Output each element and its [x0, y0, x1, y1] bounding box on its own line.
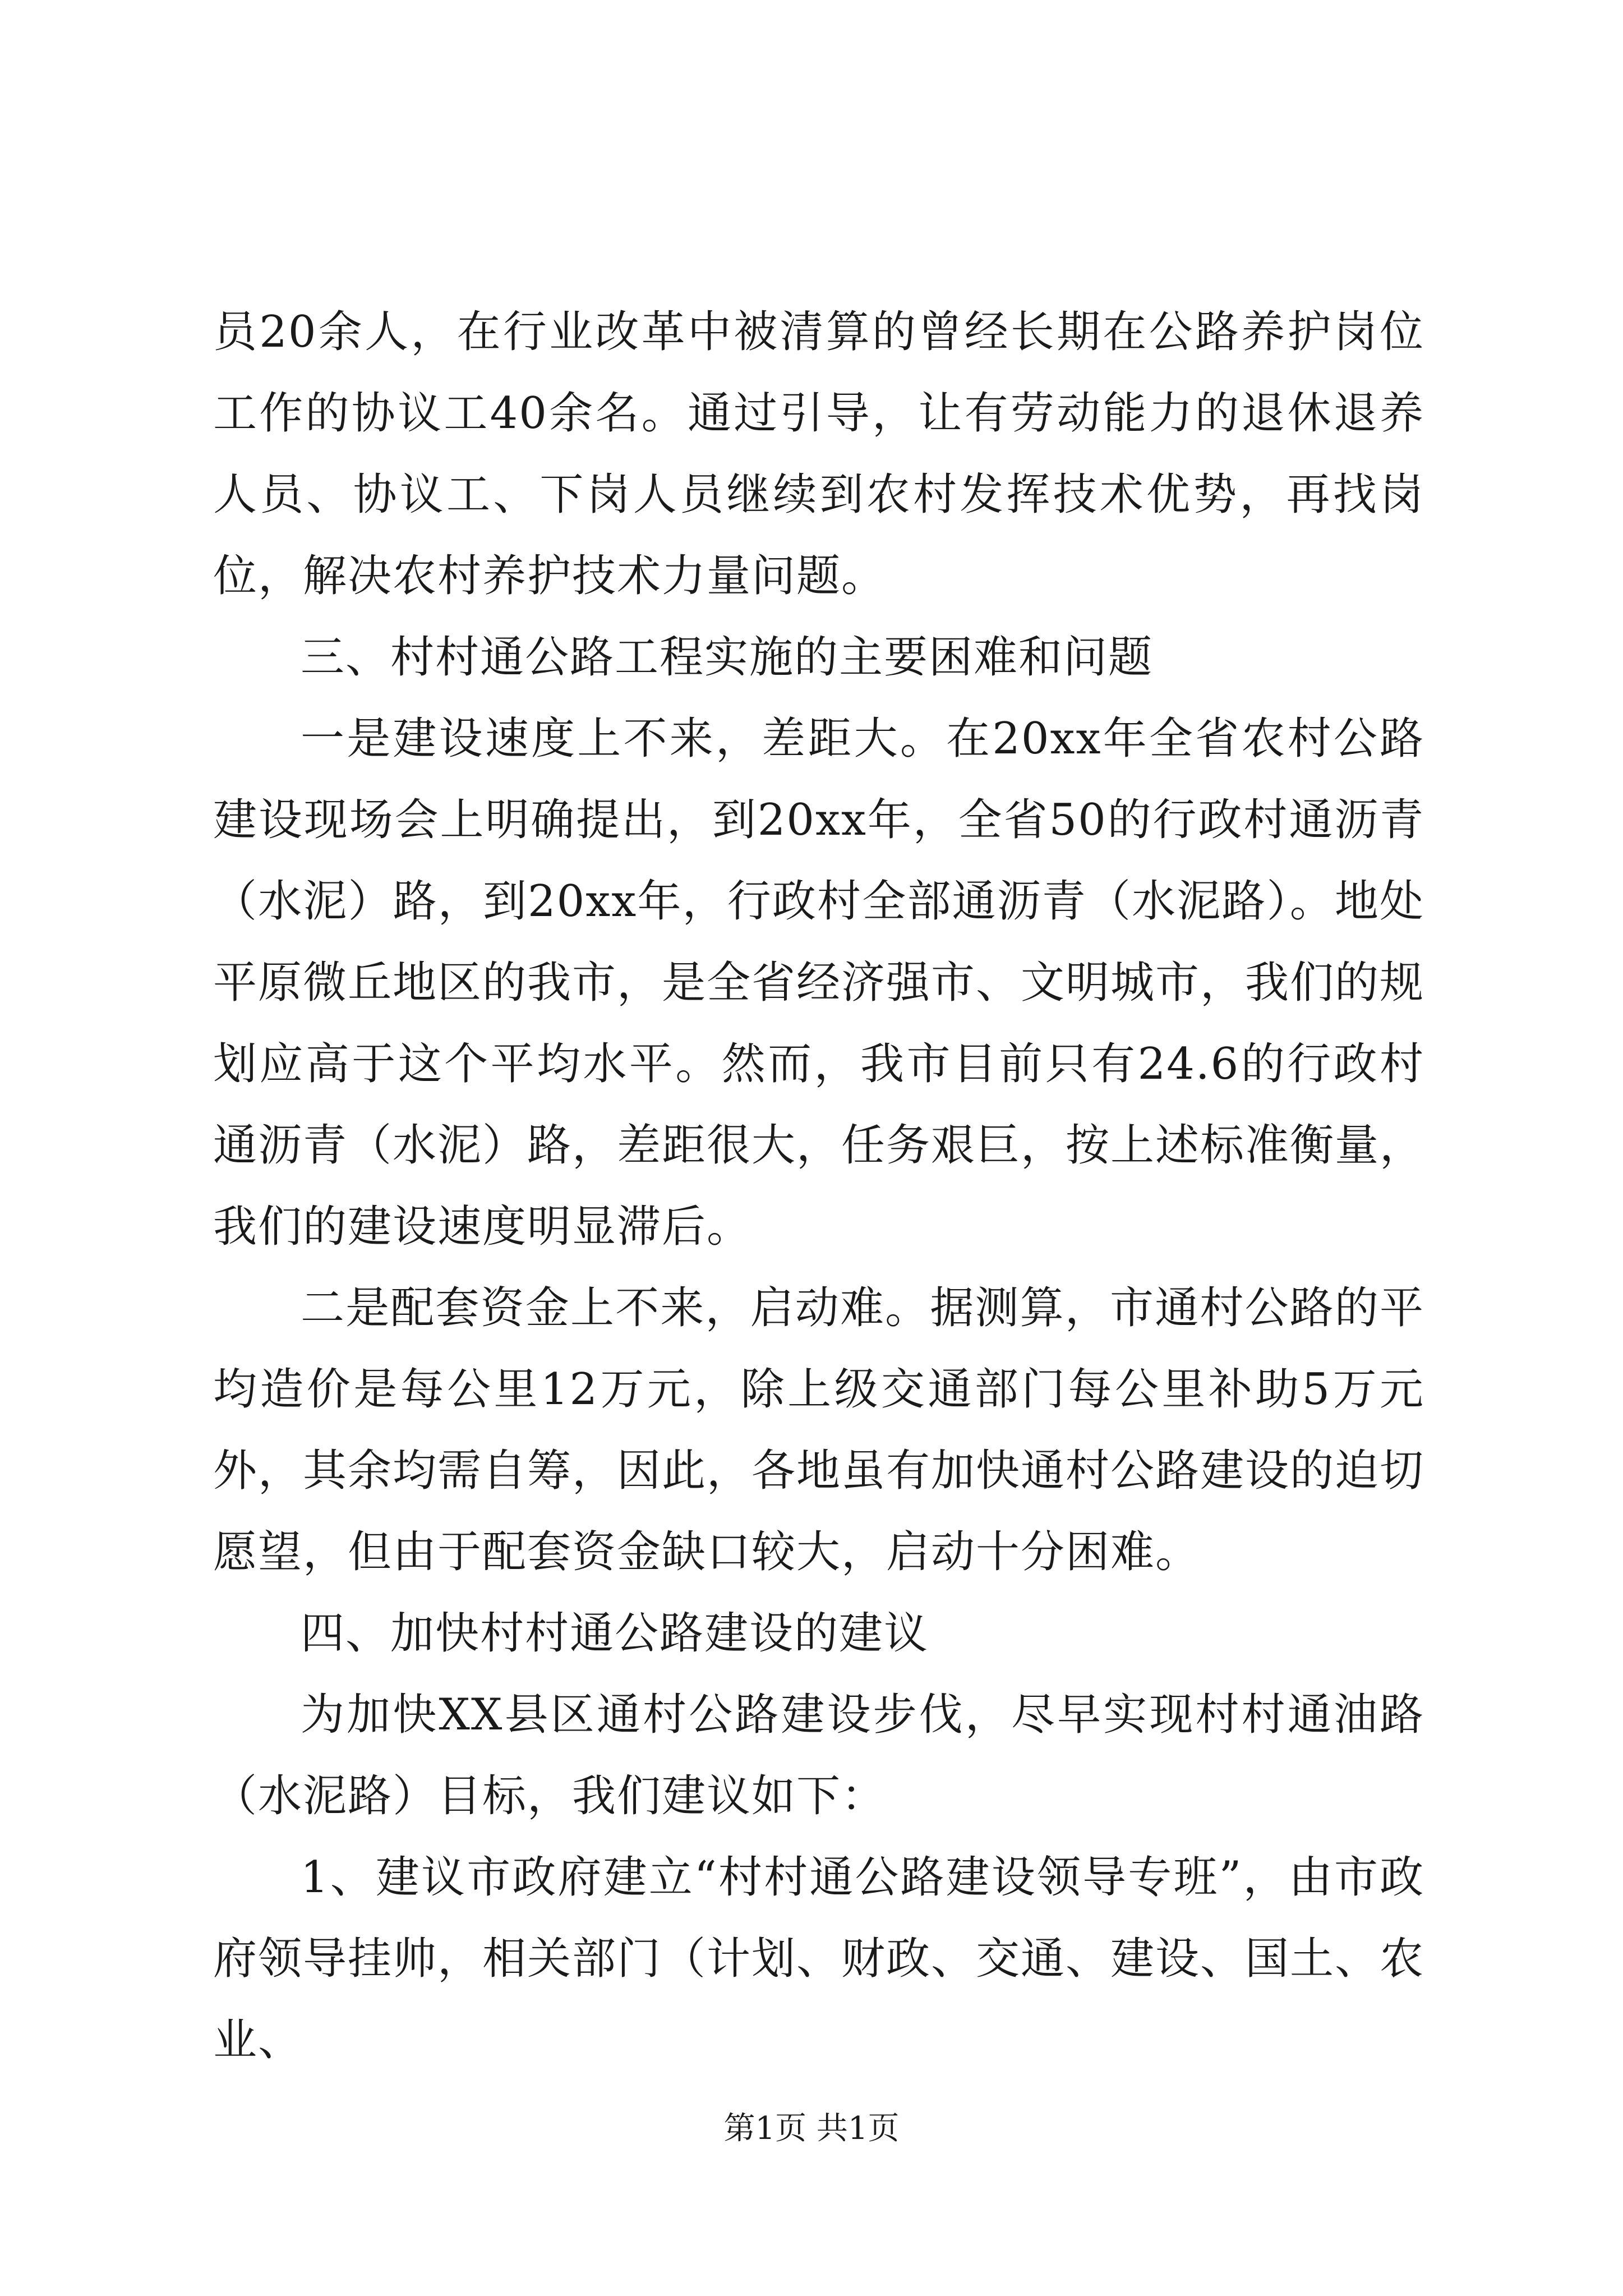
page-footer: 第1页 共1页	[723, 2110, 900, 2147]
paragraph-suggestion-1: 1、建议市政府建立“村村通公路建设领导专班”，由市政府领导挂帅，相关部门（计划、财政、交通、建设、国土、农业、	[213, 1852, 1425, 2065]
section-heading-difficulties: 三、村村通公路工程实施的主要困难和问题	[301, 632, 1154, 683]
section-heading-suggestions: 四、加快村村通公路建设的建议	[301, 1608, 929, 1659]
paragraph-matching-funds: 二是配套资金上不来，启动难。据测算，市通村公路的平均造价是每公里12万元，除上级交通部门每公里补助5万元外，其余均需自筹，因此，各地虽有加快通村公路建设的迫切愿望，但由于配套资金缺口较大，启动十分困难。	[213, 1283, 1425, 1577]
paragraph-continuation: 员20余人，在行业改革中被清算的曾经长期在公路养护岗位工作的协议工40余名。通过引导，让有劳动能力的退休退养人员、协议工、下岗人员继续到农村发挥技术优势，再找岗位，解决农村养护技术力量问题。	[213, 307, 1424, 601]
paragraph-suggestions-intro: 为加快XX县区通村公路建设步伐，尽早实现村村通油路（水泥路）目标，我们建议如下：	[213, 1690, 1424, 1821]
paragraph-construction-speed: 一是建设速度上不来，差距大。在20xx年全省农村公路建设现场会上明确提出，到20xx年，全省50的行政村通沥青（水泥）路，到20xx年，行政村全部通沥青（水泥路）。地处平原微丘地区的我市，是全省经济强市、文明城市，我们的规划应高于这个平均水平。然而，我市目前只有24.6的行政村通沥青（水泥）路，差距很大，任务艰巨，按上述标准衡量，我们的建设速度明显滞后。	[213, 714, 1425, 1252]
document-body	[213, 292, 1424, 2081]
